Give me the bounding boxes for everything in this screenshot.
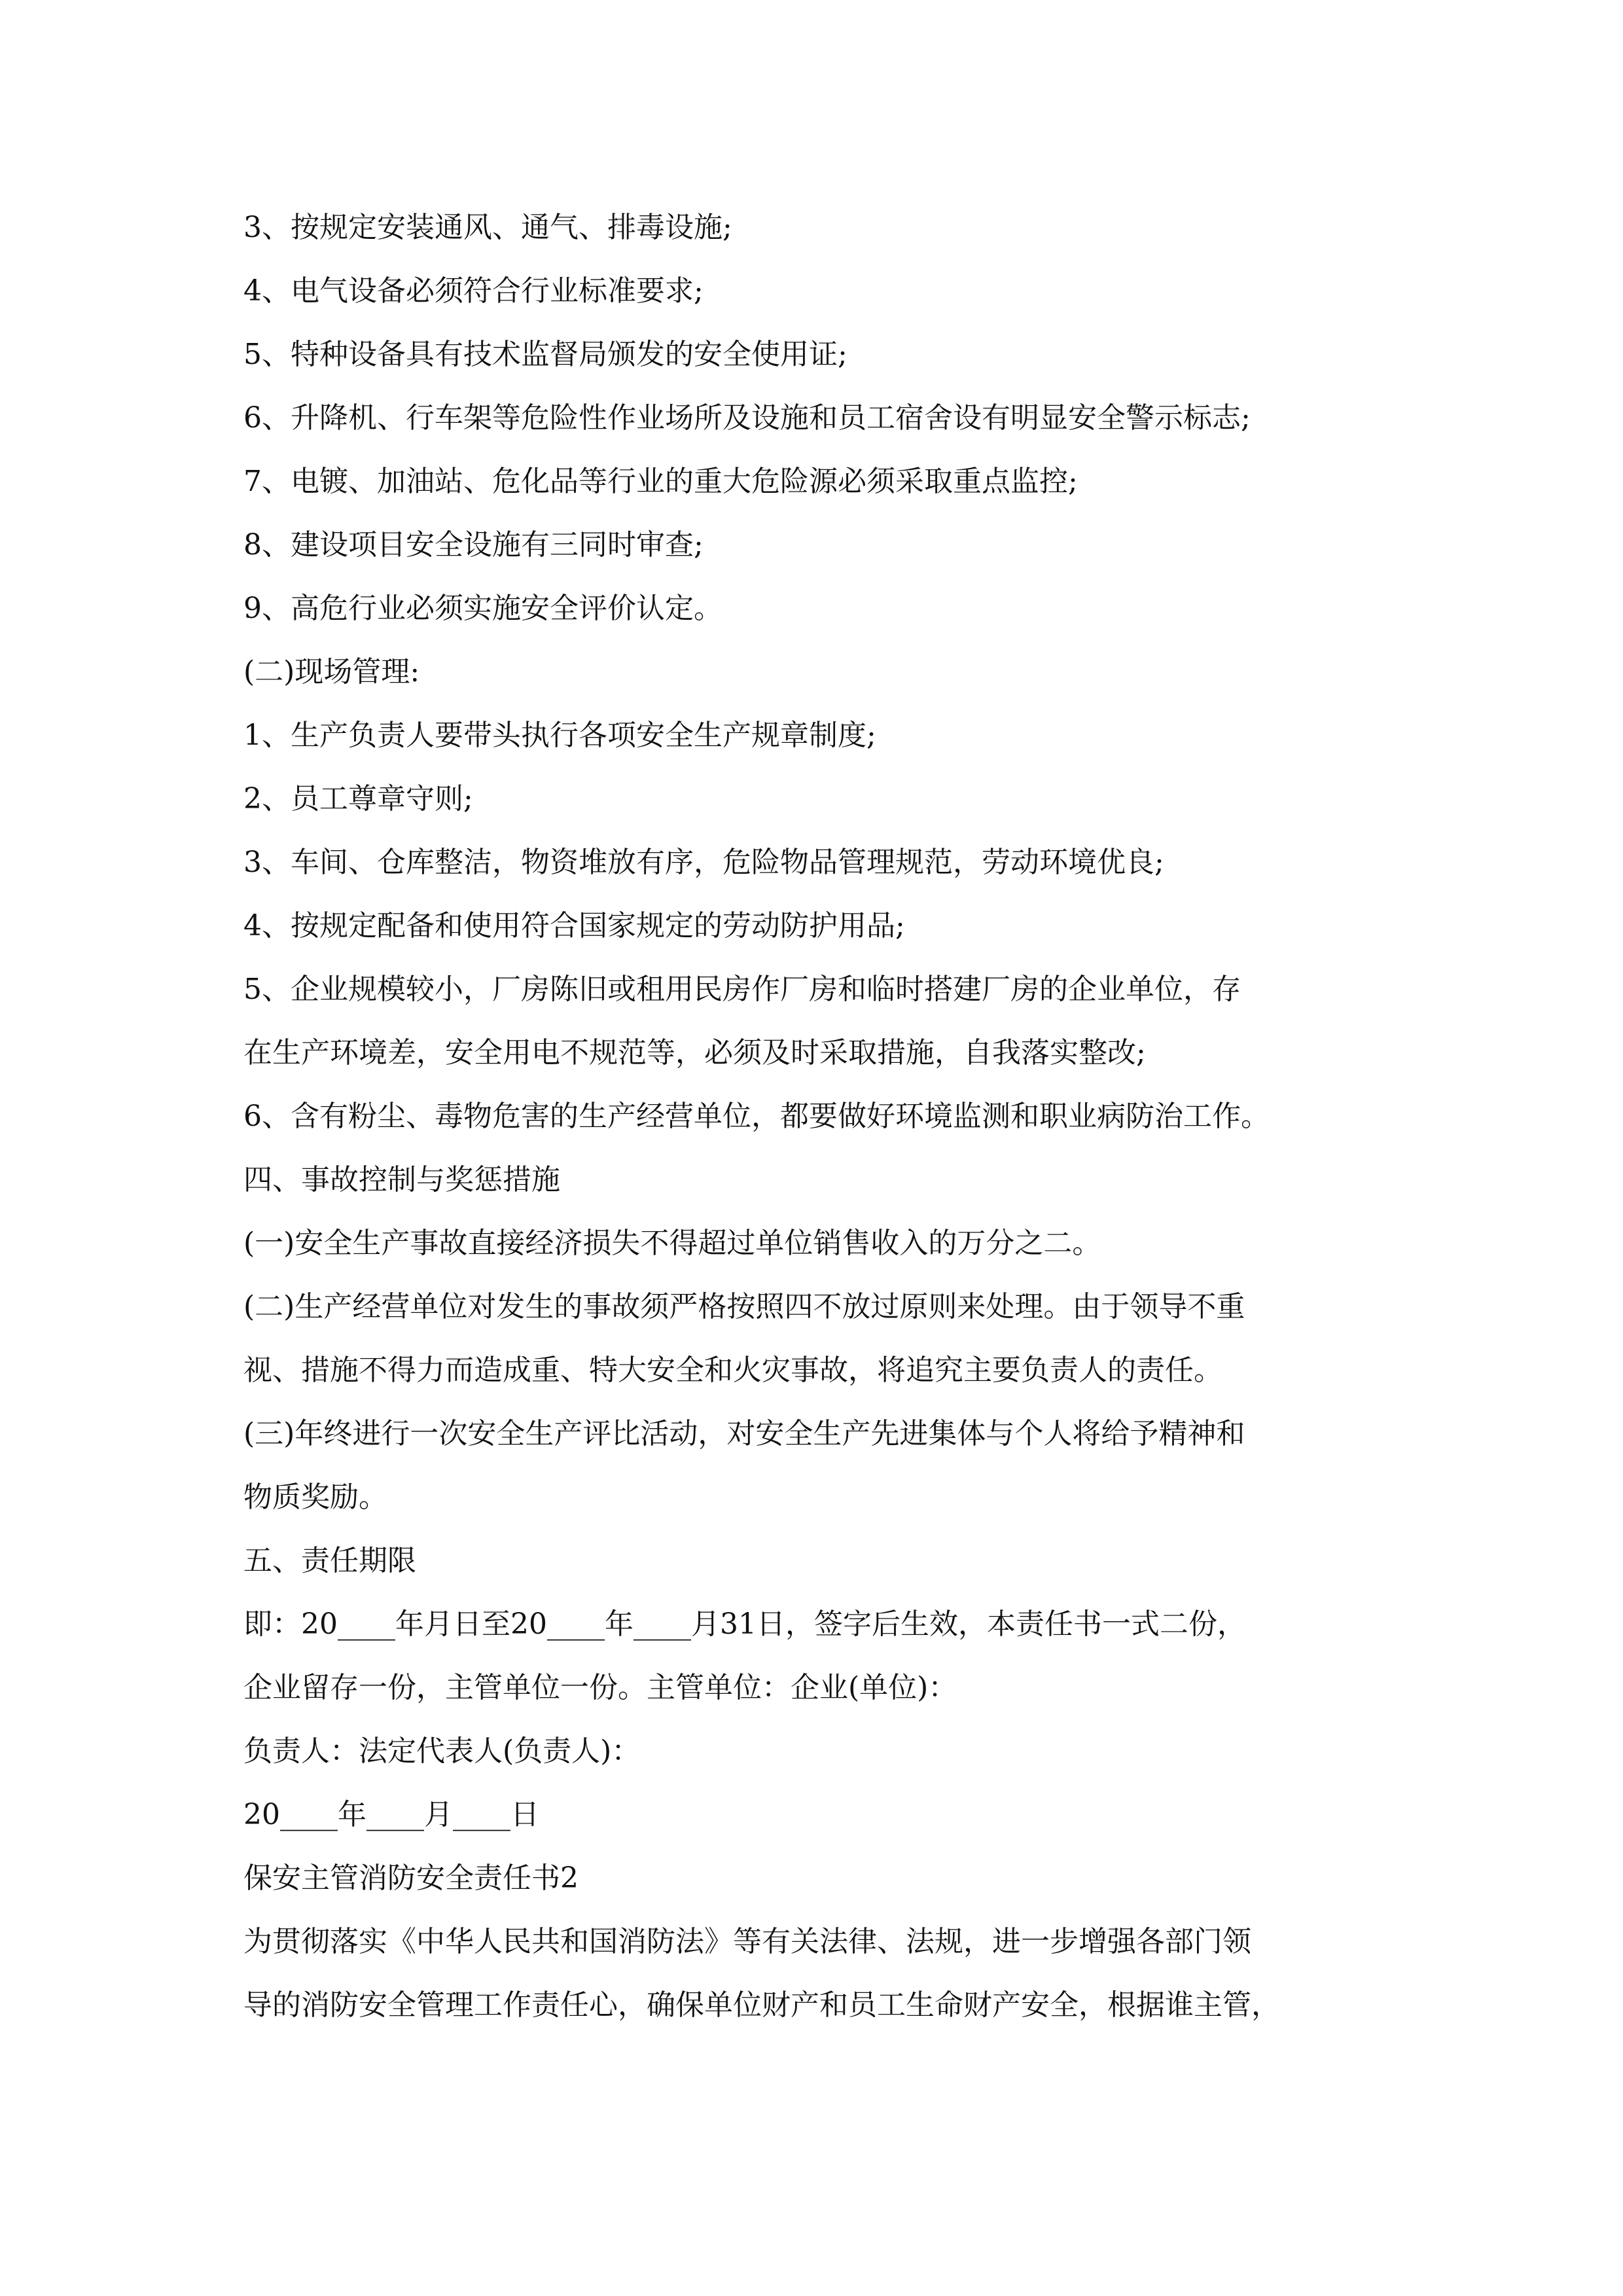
- text-line-9: 1、生产负责人要带头执行各项安全生产规章制度;: [243, 719, 876, 752]
- text-line-10: 2、员工尊章守则;: [243, 782, 473, 816]
- text-line-6: 8、建设项目安全设施有三同时审查;: [243, 528, 704, 562]
- text-line-14: 在生产环境差，安全用电不规范等，必须及时采取措施，自我落实整改;: [243, 1036, 1146, 1069]
- text-line-18: (二)生产经营单位对发生的事故须严格按照四不放过原则来处理。由于领导不重: [243, 1290, 1245, 1323]
- text-line-29: 导的消防安全管理工作责任心，确保单位财产和员工生命财产安全，根据谁主管，: [243, 1988, 1280, 2022]
- text-line-4: 6、升降机、行车架等危险性作业场所及设施和员工宿舍设有明显安全警示标志;: [243, 401, 1251, 435]
- text-line-5: 7、电镀、加油站、危化品等行业的重大危险源必须采取重点监控;: [243, 465, 1078, 498]
- section-heading-responsibility-period: 五、责任期限: [243, 1544, 416, 1577]
- text-line-11: 3、车间、仓库整洁，物资堆放有序，危险物品管理规范，劳动环境优良;: [243, 846, 1164, 879]
- text-line-28: 为贯彻落实《中华人民共和国消防法》等有关法律、法规，进一步增强各部门领: [243, 1925, 1251, 1958]
- text-line-13: 5、企业规模较小，厂房陈旧或租用民房作厂房和临时搭建厂房的企业单位，存: [243, 973, 1241, 1006]
- text-line-19: 视、措施不得力而造成重、特大安全和火灾事故，将追究主要负责人的责任。: [243, 1354, 1222, 1387]
- text-line-23: 即：20____年月日至20____年____月31日，签字后生效，本责任书一式二份，: [243, 1607, 1246, 1641]
- text-line-2: 4、电气设备必须符合行业标准要求;: [243, 274, 704, 308]
- text-line-24: 企业留存一份，主管单位一份。主管单位：企业(单位)：: [243, 1671, 957, 1704]
- text-line-25: 负责人：法定代表人(负责人)：: [243, 1734, 641, 1768]
- section-heading-onsite-management: (二)现场管理:: [243, 655, 420, 689]
- text-line-12: 4、按规定配备和使用符合国家规定的劳动防护用品;: [243, 909, 905, 942]
- document-title-2: 保安主管消防安全责任书2: [243, 1861, 579, 1895]
- section-heading-accident-control: 四、事故控制与奖惩措施: [243, 1163, 560, 1196]
- text-line-20: (三)年终进行一次安全生产评比活动，对安全生产先进集体与个人将给予精神和: [243, 1417, 1245, 1450]
- text-line-3: 5、特种设备具有技术监督局颁发的安全使用证;: [243, 338, 847, 371]
- text-line-21: 物质奖励。: [243, 1480, 387, 1514]
- text-line-1: 3、按规定安装通风、通气、排毒设施;: [243, 211, 732, 244]
- text-line-7: 9、高危行业必须实施安全评价认定。: [243, 592, 722, 625]
- date-line: 20____年____月____日: [243, 1798, 539, 1831]
- text-line-17: (一)安全生产事故直接经济损失不得超过单位销售收入的万分之二。: [243, 1227, 1101, 1260]
- text-line-15: 6、含有粉尘、毒物危害的生产经营单位，都要做好环境监测和职业病防治工作。: [243, 1100, 1270, 1133]
